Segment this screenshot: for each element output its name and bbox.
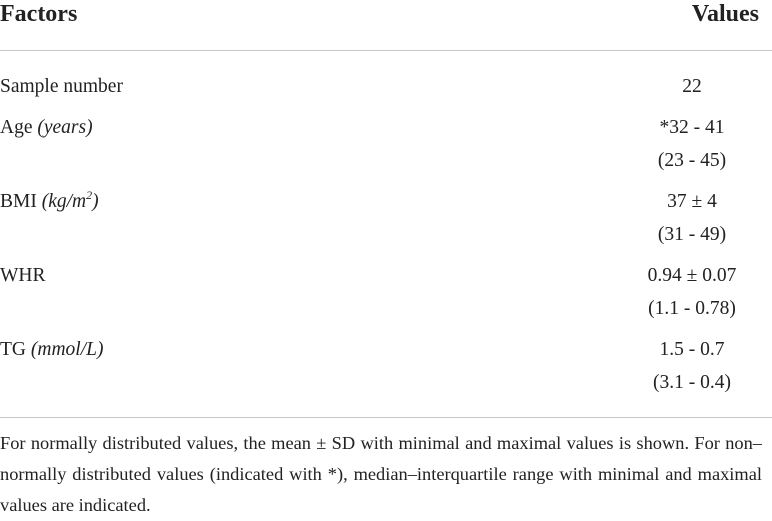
value-cell <box>612 188 772 254</box>
factor-unit-text: (kg/m <box>41 191 87 212</box>
factor-label: BMI <box>0 191 42 212</box>
factor-unit <box>41 188 99 212</box>
value-cell <box>612 262 772 328</box>
footer-divider <box>0 417 772 418</box>
value-cell <box>612 114 772 180</box>
value-line: 37 ± 4 <box>667 191 717 212</box>
value-range-line: (23 - 45) <box>657 150 727 171</box>
factor-cell <box>0 114 93 141</box>
factor-unit-superscript: 2 <box>86 188 93 202</box>
value-cell <box>612 73 772 106</box>
factor-cell <box>0 73 123 100</box>
value-cell <box>612 336 772 402</box>
column-header-values: Values <box>691 1 759 27</box>
value-line: *32 - 41 <box>659 117 725 138</box>
table-header <box>0 0 772 40</box>
value-range-line: (1.1 - 0.78) <box>648 298 736 319</box>
factor-label: Age <box>0 117 38 138</box>
factor-cell <box>0 336 103 363</box>
factor-label: WHR <box>0 265 46 286</box>
value-range-line: (3.1 - 0.4) <box>653 372 731 393</box>
factor-unit: (years) <box>37 117 93 138</box>
value-range-line: (31 - 49) <box>657 224 727 245</box>
factor-label: TG <box>0 339 31 360</box>
value-line: 0.94 ± 0.07 <box>647 265 737 286</box>
value-line: 22 <box>682 76 702 97</box>
column-header-factors: Factors <box>0 1 78 27</box>
factor-label: Sample number <box>0 76 123 97</box>
factor-unit-close: ) <box>92 191 99 212</box>
header-divider <box>0 50 772 51</box>
factor-unit: (mmol/L) <box>30 339 104 360</box>
factor-cell <box>0 262 46 289</box>
value-line: 1.5 - 0.7 <box>659 339 725 360</box>
table-footnote: For normally distributed values, the mean ± SD with minimal and maximal values is shown. For non–normally distributed values (indicated with *), median–interquartile range with minimal and maximal values are indicated. <box>0 433 762 515</box>
factor-cell <box>0 188 99 215</box>
